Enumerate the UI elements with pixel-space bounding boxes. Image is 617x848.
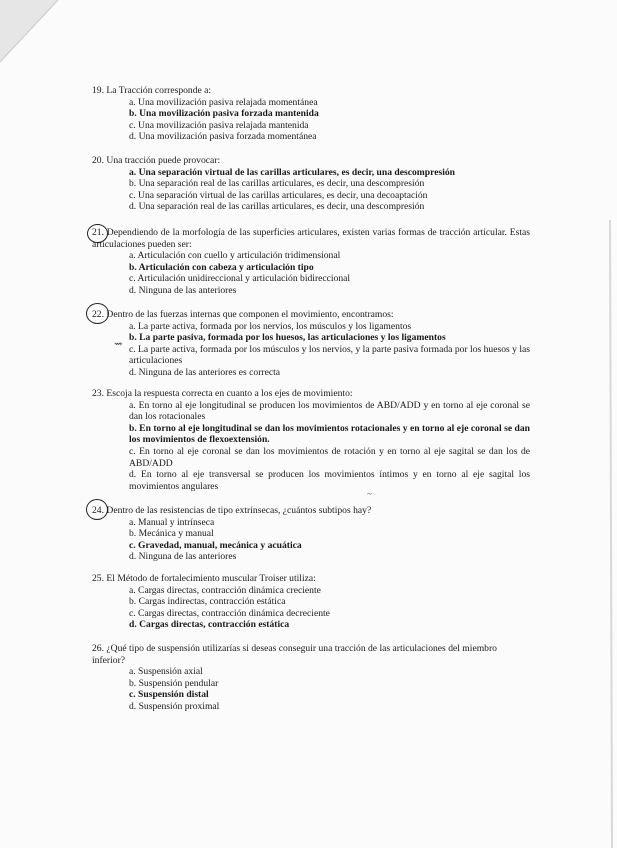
- option-d: d. Ninguna de las anteriores: [129, 284, 237, 296]
- option-c: c. La parte activa, formada por los músculos y los nervios, y la parte pasiva formada por los huesos y las articulaciones: [129, 343, 530, 367]
- question-19: [92, 85, 530, 143]
- question-stem: 26. ¿Qué tipo de suspensión utilizarías si deseas conseguir una tracción de las articulaciones del miembro inferior?: [92, 643, 497, 666]
- option-b: b. Una separación real de las carillas articulares, es decir, una descompresión: [129, 178, 425, 190]
- option-c-correct: c. Gravedad, manual, mecánica y acuática: [129, 539, 302, 551]
- question-21: [92, 227, 530, 297]
- question-stem: 20. Una tracción puede provocar:: [92, 155, 221, 166]
- option-d: d. Una separación real de las carillas articulares, es decir, una descompresión: [129, 201, 425, 213]
- option-b: b. Suspensión pendular: [129, 677, 219, 689]
- option-c: c. En torno al eje coronal se dan los movimientos de rotación y en torno al eje sagital se dan los de ABD/ADD: [129, 445, 530, 469]
- option-a: a. Cargas directas, contracción dinámica creciente: [129, 584, 321, 596]
- question-20: [92, 155, 530, 213]
- option-d: d. Ninguna de las anteriores: [129, 551, 237, 563]
- question-stem: 22. Dentro de las fuerzas internas que componen el movimiento, encontramos:: [92, 309, 394, 320]
- option-c: c. Una movilización pasiva relajada mantenida: [129, 119, 309, 131]
- option-a: a. La parte activa, formada por los nervios, los músculos y los ligamentos: [129, 320, 412, 332]
- question-stem: 21. Dependiendo de la morfología de las superficies articulares, existen varias formas de tracción articular. Estas articulaciones pueden ser:: [92, 227, 530, 250]
- option-a: a. Manual y intrínseca: [129, 516, 215, 528]
- option-d: d. En torno al eje transversal se producen los movimientos íntimos y en torno al eje sagital los movimientos angulares: [129, 469, 530, 492]
- question-stem: 24. Dentro de las resistencias de tipo extrínsecas, ¿cuántos subtipos hay?: [92, 505, 372, 516]
- option-b: b. Mecánica y manual: [129, 528, 214, 540]
- question-24: [92, 505, 530, 563]
- option-d: d. Suspensión proximal: [129, 700, 220, 712]
- option-b-correct: b. La parte pasiva, formada por los huesos, las articulaciones y los ligamentos: [129, 332, 446, 344]
- question-stem: 19. La Tracción corresponde a:: [92, 85, 212, 96]
- option-b: b. Cargas indirectas, contracción estática: [129, 596, 286, 608]
- option-a-correct: a. Una separación virtual de las carillas articulares, es decir, una descompresión: [129, 166, 455, 178]
- question-22: [92, 309, 530, 379]
- option-c: c. Cargas directas, contracción dinámica decreciente: [129, 607, 330, 619]
- option-a: a. Suspensión axial: [129, 666, 203, 678]
- option-a: a. Una movilización pasiva relajada momentánea: [129, 96, 318, 108]
- question-stem: 23. Escoja la respuesta correcta en cuanto a los ejes de movimiento:: [92, 388, 353, 399]
- option-a: a. Articulación con cuello y articulación tridimensional: [129, 250, 341, 262]
- option-b-correct: b. Articulación con cabeza y articulación tipo: [129, 261, 314, 273]
- question-26: [92, 643, 530, 713]
- option-c: c. Una separación virtual de las carillas articulares, es decir, una decoaptación: [129, 189, 428, 201]
- option-c-correct: c. Suspensión distal: [129, 689, 209, 701]
- option-d: d. Una movilización pasiva forzada momentánea: [129, 131, 317, 143]
- option-b-correct: b. En torno al eje longitudinal se dan los movimientos rotacionales y en torno al eje coronal se dan los movimientos de flexoextensión.: [129, 422, 530, 446]
- option-d-correct: d. Cargas directas, contracción estática: [129, 619, 290, 631]
- option-b-correct: b. Una movilización pasiva forzada mantenida: [129, 108, 319, 120]
- option-c: c. Articulación unidireccional y articulación bidireccional: [129, 273, 351, 285]
- option-a: a. En torno al eje longitudinal se producen los movimientos de ABD/ADD y en torno al eje coronal se dan los rotacionales: [129, 399, 530, 423]
- handwritten-arrow-icon: ⇝: [114, 339, 123, 350]
- question-23: [92, 388, 530, 492]
- question-stem: 25. El Método de fortalecimiento muscular Troiser utiliza:: [92, 573, 316, 584]
- option-d: d. Ninguna de las anteriores es correcta: [129, 366, 281, 378]
- stray-mark: ~: [367, 489, 372, 499]
- question-25: [92, 573, 530, 631]
